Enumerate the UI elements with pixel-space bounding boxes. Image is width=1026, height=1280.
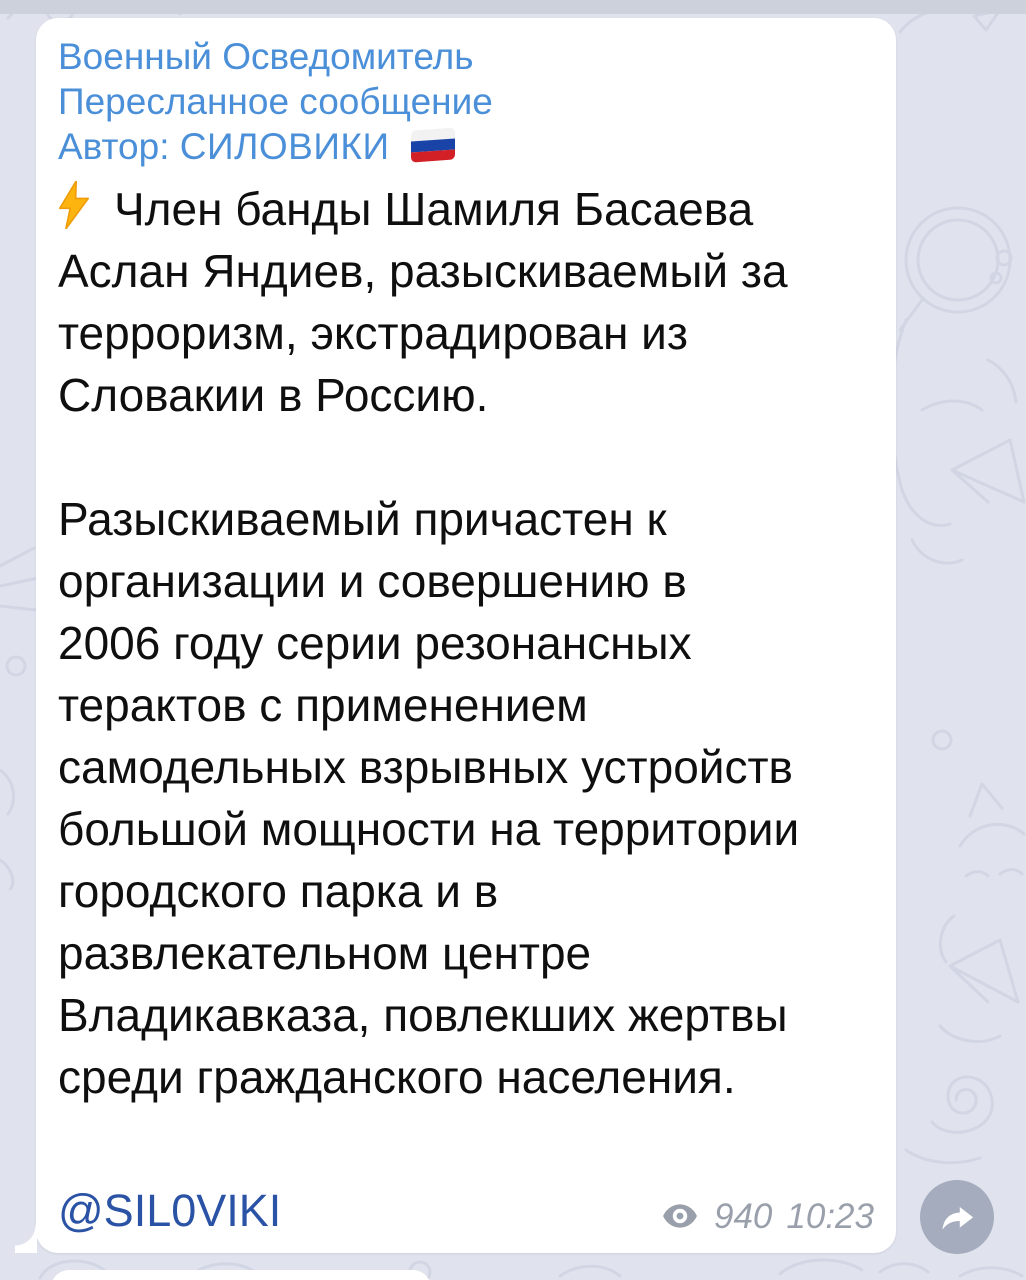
message-line: Член банды Шамиля Басаева: [58, 178, 874, 240]
message-line: большой мощности на территории: [58, 803, 800, 855]
author-prefix: Автор:: [58, 126, 170, 167]
top-divider: [0, 0, 1026, 14]
message-meta: [662, 1197, 874, 1237]
message-text: [58, 178, 874, 1108]
message-line: Аслан Яндиев, разыскиваемый за: [58, 245, 788, 297]
next-message-bubble[interactable]: [51, 1270, 431, 1280]
eye-icon: [662, 1197, 698, 1237]
message-line: терактов с применением: [58, 679, 588, 731]
message-footer: [58, 1181, 874, 1237]
message-line: терроризм, экстрадирован из: [58, 307, 688, 359]
forward-header: [58, 34, 874, 169]
paragraph-1: [58, 178, 874, 426]
lightning-icon: [58, 181, 90, 229]
message-line: самодельных взрывных устройств: [58, 741, 793, 793]
message-line: Владикавказа, повлекших жертвы: [58, 989, 788, 1041]
channel-handle-link[interactable]: @SIL0VIKI: [58, 1185, 282, 1236]
channel-name[interactable]: Военный Осведомитель: [58, 36, 474, 77]
doodle-cat-plane-icon: [930, 726, 1026, 1056]
forward-arrow-icon: [937, 1197, 977, 1237]
message-line: 2006 году серии резонансных: [58, 617, 692, 669]
message-bubble: [36, 18, 896, 1253]
author-name[interactable]: СИЛОВИКИ: [179, 126, 390, 167]
message-line: Словакии в Россию.: [58, 369, 489, 421]
paragraph-2: [58, 488, 874, 1108]
forwarded-label: Пересланное сообщение: [58, 81, 493, 122]
doodle-spiral-icon: [896, 1030, 1026, 1170]
message-line: Разыскиваемый причастен к: [58, 493, 667, 545]
timestamp: 10:23: [786, 1197, 874, 1236]
share-button[interactable]: [920, 1180, 994, 1254]
message-line: среди гражданского населения.: [58, 1051, 736, 1103]
author-line[interactable]: [58, 124, 874, 169]
bubble-tail: [15, 1225, 37, 1253]
doodle-rays-icon: [0, 470, 40, 890]
doodle-dog-magnifier-icon: [892, 110, 1026, 590]
russia-flag-icon: [410, 126, 456, 163]
message-line: развлекательном центре: [58, 927, 592, 979]
message-line: городского парка и в: [58, 865, 499, 917]
views-count: 940: [714, 1197, 773, 1236]
message-line: организации и совершению в: [58, 555, 687, 607]
